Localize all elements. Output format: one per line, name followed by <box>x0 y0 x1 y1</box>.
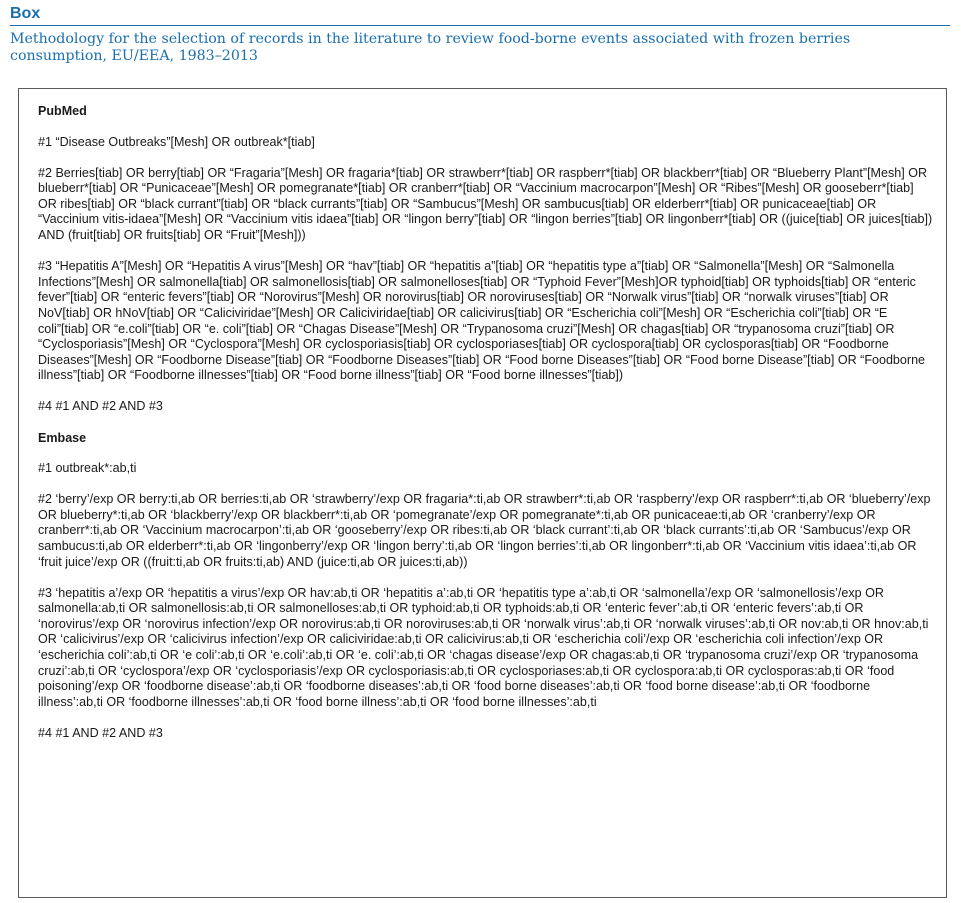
pubmed-query-2: #2 Berries[tiab] OR berry[tiab] OR “Fragaria”[Mesh] OR fragaria*[tiab] OR strawberr*[tiab] OR raspberr*[tiab] OR blackberr*[tiab] OR “Blueberry Plant”[Mesh] OR blueberr*[tiab] OR “Punicaceae”[Mesh] OR pomegranate*[tiab] OR cranberr*[tiab] OR “Vaccinium macrocarpon”[Mesh] OR “Ribes”[Mesh] OR gooseberr*[tiab] OR ribes[tiab] OR “black currant”[tiab] OR “black currants”[tiab] OR “Sambucus”[Mesh] OR sambucus[tiab] OR elderberr*[tiab] OR punicaceae[tiab] OR “Vaccinium vitis-idaea”[Mesh] OR “Vaccinium vitis idaea”[tiab] OR “lingon berry”[tiab] OR “lingon berries”[tiab] OR lingonberr*[tiab] OR ((juice[tiab] OR juices[tiab]) AND (fruit[tiab] OR fruits[tiab] OR “Fruit”[Mesh])) <box>38 165 933 243</box>
search-strategy-content <box>38 104 933 757</box>
pubmed-query-4: #4 #1 AND #2 AND #3 <box>38 399 163 414</box>
embase-query-2: #2 ‘berry’/exp OR berry:ti,ab OR berries:ti,ab OR ‘strawberry’/exp OR fragaria*:ti,ab OR strawberr*:ti,ab OR ‘raspberry’/exp OR raspberr*:ti,ab OR ‘blueberry’/exp OR blueberry*:ti,ab OR ‘blackberry’/exp OR blackberr*:ti,ab OR ‘pomegranate’/exp OR pomegranate*:ti,ab OR punicaceae:ti,ab OR ‘cranberry’/exp OR cranberr*:ti,ab OR ‘Vaccinium macrocarpon’:ti,ab OR ‘gooseberry’/exp OR ribes:ti,ab OR ‘black currant’:ti,ab OR ‘black currants’:ti,ab OR ‘Sambucus’/exp OR sambucus:ti,ab OR elderberr*:ti,ab OR ‘lingonberry’/exp OR ‘lingon berry’:ti,ab OR ‘lingon berries’:ti,ab OR lingonberr*:ti,ab OR ‘Vaccinium vitis idaea’:ti,ab OR ‘fruit juice’/exp OR ((fruit:ti,ab OR fruits:ti,ab) AND (juice:ti,ab OR juices:ti,ab)) <box>38 492 931 569</box>
section-title-pubmed: PubMed <box>38 104 87 118</box>
pubmed-query-1: #1 “Disease Outbreaks”[Mesh] OR outbreak*[tiab] <box>38 134 315 149</box>
box-caption: Methodology for the selection of records in the literature to review food-borne events associated with frozen berries consumption, EU/EEA, 1983–2013 <box>10 31 851 64</box>
search-strategy-panel <box>18 88 947 898</box>
embase-query-3: #3 ‘hepatitis a’/exp OR ‘hepatitis a virus’/exp OR hav:ab,ti OR ‘hepatitis a’:ab,ti OR ‘hepatitis type a’:ab,ti OR ‘salmonella’/exp OR ‘salmonellosis’/exp OR salmonella:ab,ti OR salmonellosis:ab,ti OR salmonelloses:ab,ti OR typhoid:ab,ti OR typhoids:ab,ti OR ‘enteric fever’:ab,ti OR ‘enteric fevers’:ab,ti OR ‘norovirus’/exp OR ‘norovirus infection’/exp OR norovirus:ab,ti OR noroviruses:ab,ti OR ‘norwalk virus’:ab,ti OR ‘norwalk viruses’:ab,ti OR nov:ab,ti OR hnov:ab,ti OR ‘calicivirus’/exp OR ‘calicivirus infection’/exp OR caliciviridae:ab,ti OR calicivirus:ab,ti OR ‘escherichia coli’/exp OR ‘escherichia coli infection’/exp OR ‘escherichia coli’:ab,ti OR ‘e coli’:ab,ti OR ‘e.coli’:ab,ti OR ‘e. coli’:ab,ti OR ‘chagas disease’/exp OR chagas:ab,ti OR ‘trypanosoma cruzi’/exp OR ‘trypanosoma cruzi’:ab,ti OR ‘cyclospora’/exp OR ‘cyclosporiasis’/exp OR cyclosporiasis:ab,ti OR cyclosporiases:ab,ti OR cyclospora:ab,ti OR cyclosporas:ab,ti OR ‘food poisoning’/exp OR ‘foodborne disease’:ab,ti OR ‘foodborne diseases’:ab,ti OR ‘food borne diseases’:ab,ti OR ‘food borne disease’:ab,ti OR ‘foodborne illness’:ab,ti OR ‘foodborne illnesses’:ab,ti OR ‘food borne illness’:ab,ti OR ‘food borne illnesses’:ab,ti <box>38 585 929 709</box>
embase-query-4: #4 #1 AND #2 AND #3 <box>38 725 163 740</box>
embase-query-1: #1 outbreak*:ab,ti <box>38 461 137 476</box>
section-title-embase: Embase <box>38 430 87 445</box>
box-label: Box <box>10 5 41 22</box>
box-header <box>10 4 950 26</box>
pubmed-query-3: #3 “Hepatitis A”[Mesh] OR “Hepatitis A virus”[Mesh] OR “hav”[tiab] OR “hepatitis a”[tiab] OR “hepatitis type a”[tiab] OR “Salmonella”[Mesh] OR “Salmonella Infections”[Mesh] OR salmonella[tiab] OR salmonellosis[tiab] OR salmonelloses[tiab] OR “Typhoid Fever”[Mesh]OR typhoid[tiab] OR typhoids[tiab] OR “enteric fever”[tiab] OR “enteric fevers”[tiab] OR “Norovirus”[Mesh] OR norovirus[tiab] OR noroviruses[tiab] OR “Norwalk virus”[tiab] OR “norwalk viruses”[tiab] OR NoV[tiab] OR hNoV[tiab] OR “Caliciviridae”[Mesh] OR Caliciviridae[tiab] OR calicivirus[tiab] OR “Escherichia coli”[Mesh] OR “Escherichia coli”[tiab] OR “E coli”[tiab] OR “e.coli”[tiab] OR “e. coli”[tiab] OR “Chagas Disease”[Mesh] OR “Trypanosoma cruzi”[Mesh] OR chagas[tiab] OR “trypanosoma cruzi”[tiab] OR “Cyclosporiasis”[Mesh] OR “Cyclospora”[Mesh] OR cyclosporiasis[tiab] OR cyclosporiases[tiab] OR cyclospora[tiab] OR cyclosporas[tiab] OR “Foodborne Diseases”[Mesh] OR “Foodborne Disease”[tiab] OR “Foodborne Diseases”[tiab] OR “Food borne Diseases”[tiab] OR “Food borne Disease”[tiab] OR “Foodborne illness”[tiab] OR “Foodborne illnesses”[tiab] OR “Food borne illness”[tiab] OR “Food borne illnesses”[tiab]) <box>38 259 926 383</box>
